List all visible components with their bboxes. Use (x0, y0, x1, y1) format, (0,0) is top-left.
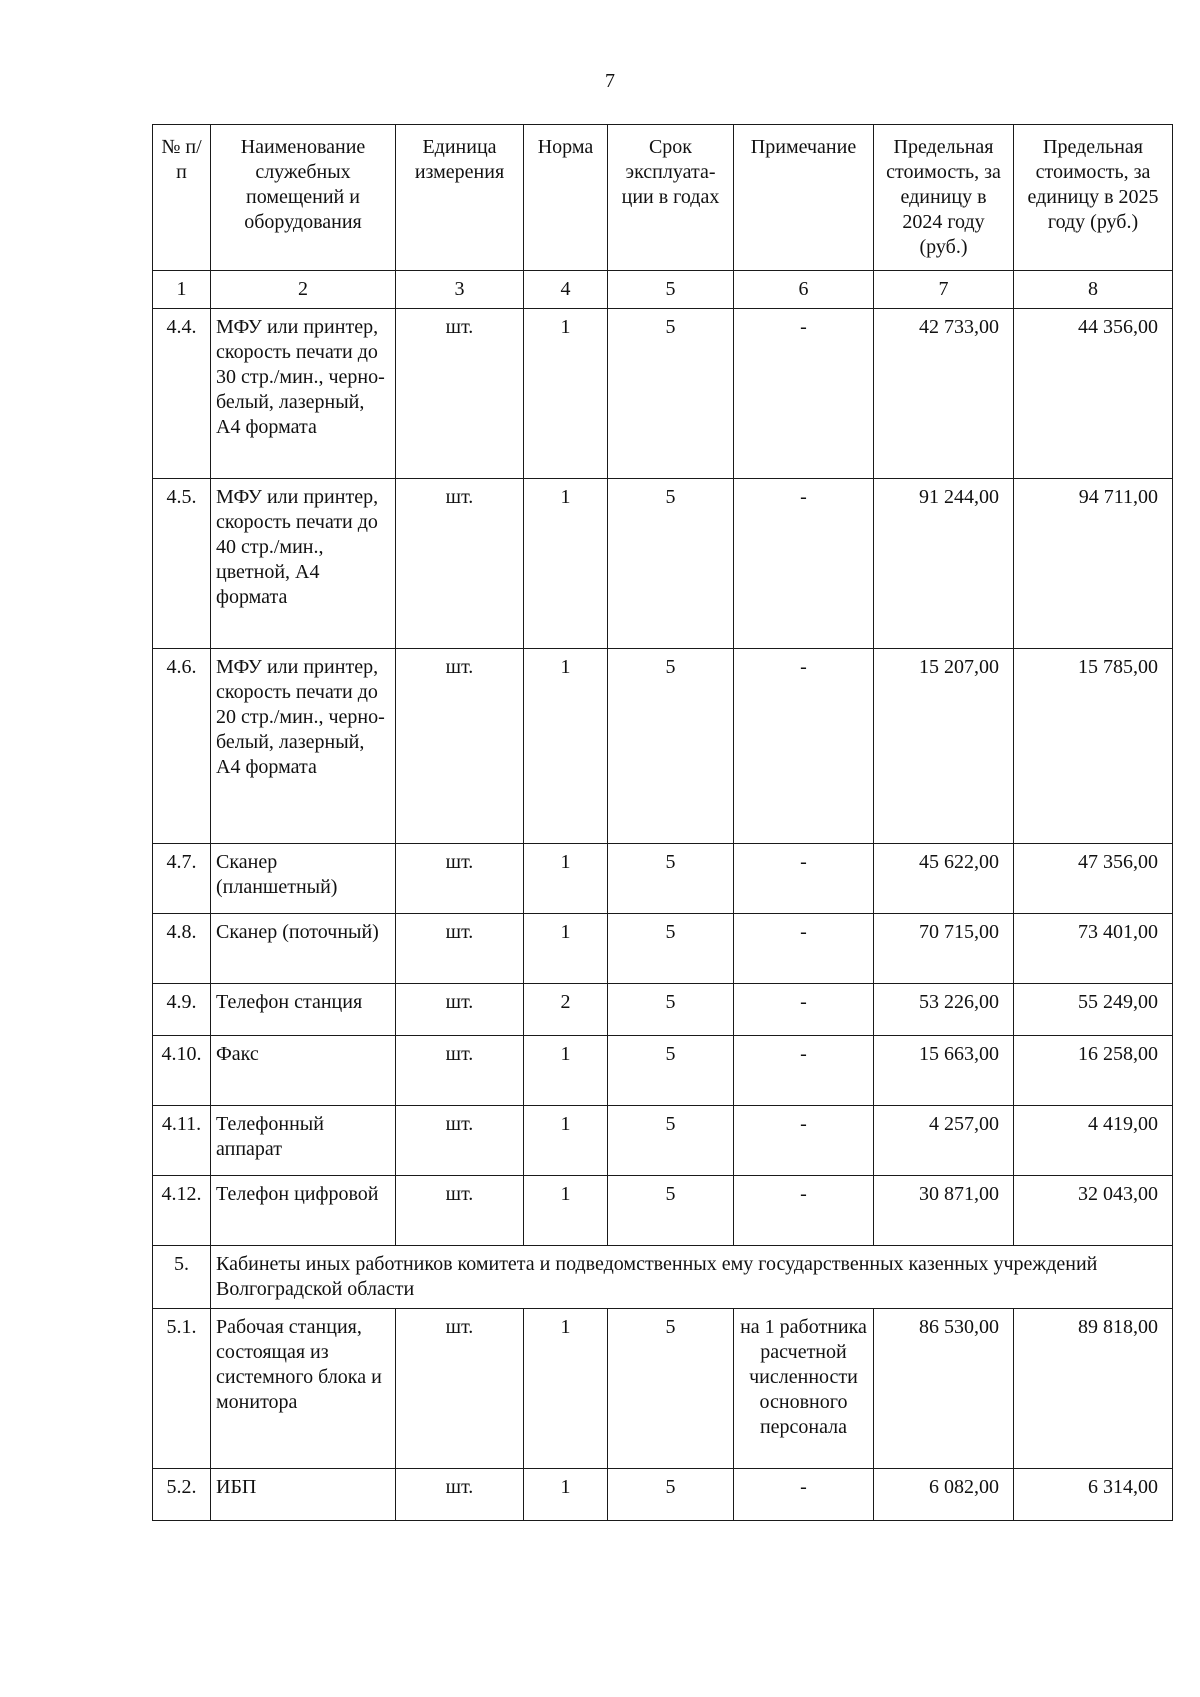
row-number: 4.8. (153, 914, 211, 984)
table-row (153, 984, 1173, 1036)
column-number: 1 (153, 271, 211, 309)
item-note: - (734, 984, 874, 1036)
table-row (153, 649, 1173, 844)
row-number: 5.2. (153, 1469, 211, 1521)
item-price-2024: 4 257,00 (874, 1106, 1014, 1176)
header-term: Срок эксплуата-ции в годах (608, 125, 734, 271)
page-number: 7 (605, 70, 615, 92)
table-row (153, 309, 1173, 479)
column-number: 5 (608, 271, 734, 309)
item-price-2025: 32 043,00 (1014, 1176, 1173, 1246)
row-number: 4.11. (153, 1106, 211, 1176)
item-note: - (734, 479, 874, 649)
item-price-2024: 15 207,00 (874, 649, 1014, 844)
item-price-2025: 94 711,00 (1014, 479, 1173, 649)
item-term: 5 (608, 1036, 734, 1106)
item-term: 5 (608, 479, 734, 649)
item-norm: 1 (524, 1309, 608, 1469)
column-number: 6 (734, 271, 874, 309)
column-number: 4 (524, 271, 608, 309)
table-row (153, 1469, 1173, 1521)
table-row (153, 844, 1173, 914)
item-price-2024: 70 715,00 (874, 914, 1014, 984)
table-row (153, 479, 1173, 649)
item-unit: шт. (396, 984, 524, 1036)
item-price-2025: 16 258,00 (1014, 1036, 1173, 1106)
item-term: 5 (608, 844, 734, 914)
header-num: № п/п (153, 125, 211, 271)
item-price-2025: 73 401,00 (1014, 914, 1173, 984)
item-unit: шт. (396, 844, 524, 914)
item-name: Телефон станция (211, 984, 396, 1036)
item-unit: шт. (396, 309, 524, 479)
row-number: 4.5. (153, 479, 211, 649)
item-price-2024: 42 733,00 (874, 309, 1014, 479)
header-note: Примечание (734, 125, 874, 271)
item-name: ИБП (211, 1469, 396, 1521)
item-unit: шт. (396, 1309, 524, 1469)
item-unit: шт. (396, 1469, 524, 1521)
item-name: Сканер (поточный) (211, 914, 396, 984)
item-note: - (734, 1176, 874, 1246)
item-norm: 1 (524, 914, 608, 984)
item-price-2025: 47 356,00 (1014, 844, 1173, 914)
column-number: 8 (1014, 271, 1173, 309)
table-row (153, 1309, 1173, 1469)
header-row (153, 125, 1173, 271)
item-note: - (734, 309, 874, 479)
item-name: МФУ или принтер, скорость печати до 40 стр./мин., цветной, А4 формата (211, 479, 396, 649)
item-price-2024: 45 622,00 (874, 844, 1014, 914)
header-price-2025: Предельная стоимость, за единицу в 2025 году (руб.) (1014, 125, 1173, 271)
row-number: 4.4. (153, 309, 211, 479)
item-norm: 2 (524, 984, 608, 1036)
item-term: 5 (608, 309, 734, 479)
row-number: 4.12. (153, 1176, 211, 1246)
row-number: 4.10. (153, 1036, 211, 1106)
row-number: 5.1. (153, 1309, 211, 1469)
item-note: - (734, 1036, 874, 1106)
item-price-2025: 89 818,00 (1014, 1309, 1173, 1469)
item-norm: 1 (524, 649, 608, 844)
item-term: 5 (608, 1106, 734, 1176)
item-note: - (734, 914, 874, 984)
equipment-table (152, 124, 1173, 1521)
column-number: 2 (211, 271, 396, 309)
column-number-row (153, 271, 1173, 309)
section-number: 5. (153, 1246, 211, 1309)
table-row (153, 1106, 1173, 1176)
section-row (153, 1246, 1173, 1309)
item-note: - (734, 844, 874, 914)
item-price-2024: 6 082,00 (874, 1469, 1014, 1521)
item-price-2025: 55 249,00 (1014, 984, 1173, 1036)
item-price-2025: 15 785,00 (1014, 649, 1173, 844)
item-unit: шт. (396, 914, 524, 984)
item-price-2024: 30 871,00 (874, 1176, 1014, 1246)
item-norm: 1 (524, 1469, 608, 1521)
item-name: Телефон цифровой (211, 1176, 396, 1246)
item-norm: 1 (524, 1176, 608, 1246)
item-price-2024: 15 663,00 (874, 1036, 1014, 1106)
item-term: 5 (608, 914, 734, 984)
table-row (153, 1176, 1173, 1246)
item-unit: шт. (396, 1176, 524, 1246)
item-note: - (734, 649, 874, 844)
item-norm: 1 (524, 1106, 608, 1176)
item-term: 5 (608, 984, 734, 1036)
row-number: 4.6. (153, 649, 211, 844)
item-name: Факс (211, 1036, 396, 1106)
item-name: Рабочая станция, состоящая из системного блока и монитора (211, 1309, 396, 1469)
item-note: - (734, 1469, 874, 1521)
column-number: 7 (874, 271, 1014, 309)
item-norm: 1 (524, 309, 608, 479)
section-title: Кабинеты иных работников комитета и подведомственных ему государственных казенных учреждений Волгоградской области (211, 1246, 1173, 1309)
item-unit: шт. (396, 649, 524, 844)
item-note: - (734, 1106, 874, 1176)
item-term: 5 (608, 1309, 734, 1469)
header-unit: Единица измерения (396, 125, 524, 271)
header-norm: Норма (524, 125, 608, 271)
item-term: 5 (608, 649, 734, 844)
item-price-2025: 6 314,00 (1014, 1469, 1173, 1521)
item-note: на 1 работника расчетной численности основного персонала (734, 1309, 874, 1469)
item-price-2025: 44 356,00 (1014, 309, 1173, 479)
table-row (153, 914, 1173, 984)
item-norm: 1 (524, 479, 608, 649)
item-price-2024: 91 244,00 (874, 479, 1014, 649)
item-name: Сканер (планшетный) (211, 844, 396, 914)
item-name: Телефонный аппарат (211, 1106, 396, 1176)
header-name: Наименование служебных помещений и оборудования (211, 125, 396, 271)
table-row (153, 1036, 1173, 1106)
row-number: 4.9. (153, 984, 211, 1036)
item-price-2024: 53 226,00 (874, 984, 1014, 1036)
column-number: 3 (396, 271, 524, 309)
item-term: 5 (608, 1176, 734, 1246)
header-price-2024: Предельная стоимость, за единицу в 2024 году (руб.) (874, 125, 1014, 271)
item-norm: 1 (524, 844, 608, 914)
row-number: 4.7. (153, 844, 211, 914)
item-norm: 1 (524, 1036, 608, 1106)
item-unit: шт. (396, 1106, 524, 1176)
item-name: МФУ или принтер, скорость печати до 30 стр./мин., черно-белый, лазерный, А4 формата (211, 309, 396, 479)
item-price-2024: 86 530,00 (874, 1309, 1014, 1469)
item-unit: шт. (396, 1036, 524, 1106)
item-name: МФУ или принтер, скорость печати до 20 стр./мин., черно-белый, лазерный, А4 формата (211, 649, 396, 844)
item-price-2025: 4 419,00 (1014, 1106, 1173, 1176)
item-term: 5 (608, 1469, 734, 1521)
item-unit: шт. (396, 479, 524, 649)
